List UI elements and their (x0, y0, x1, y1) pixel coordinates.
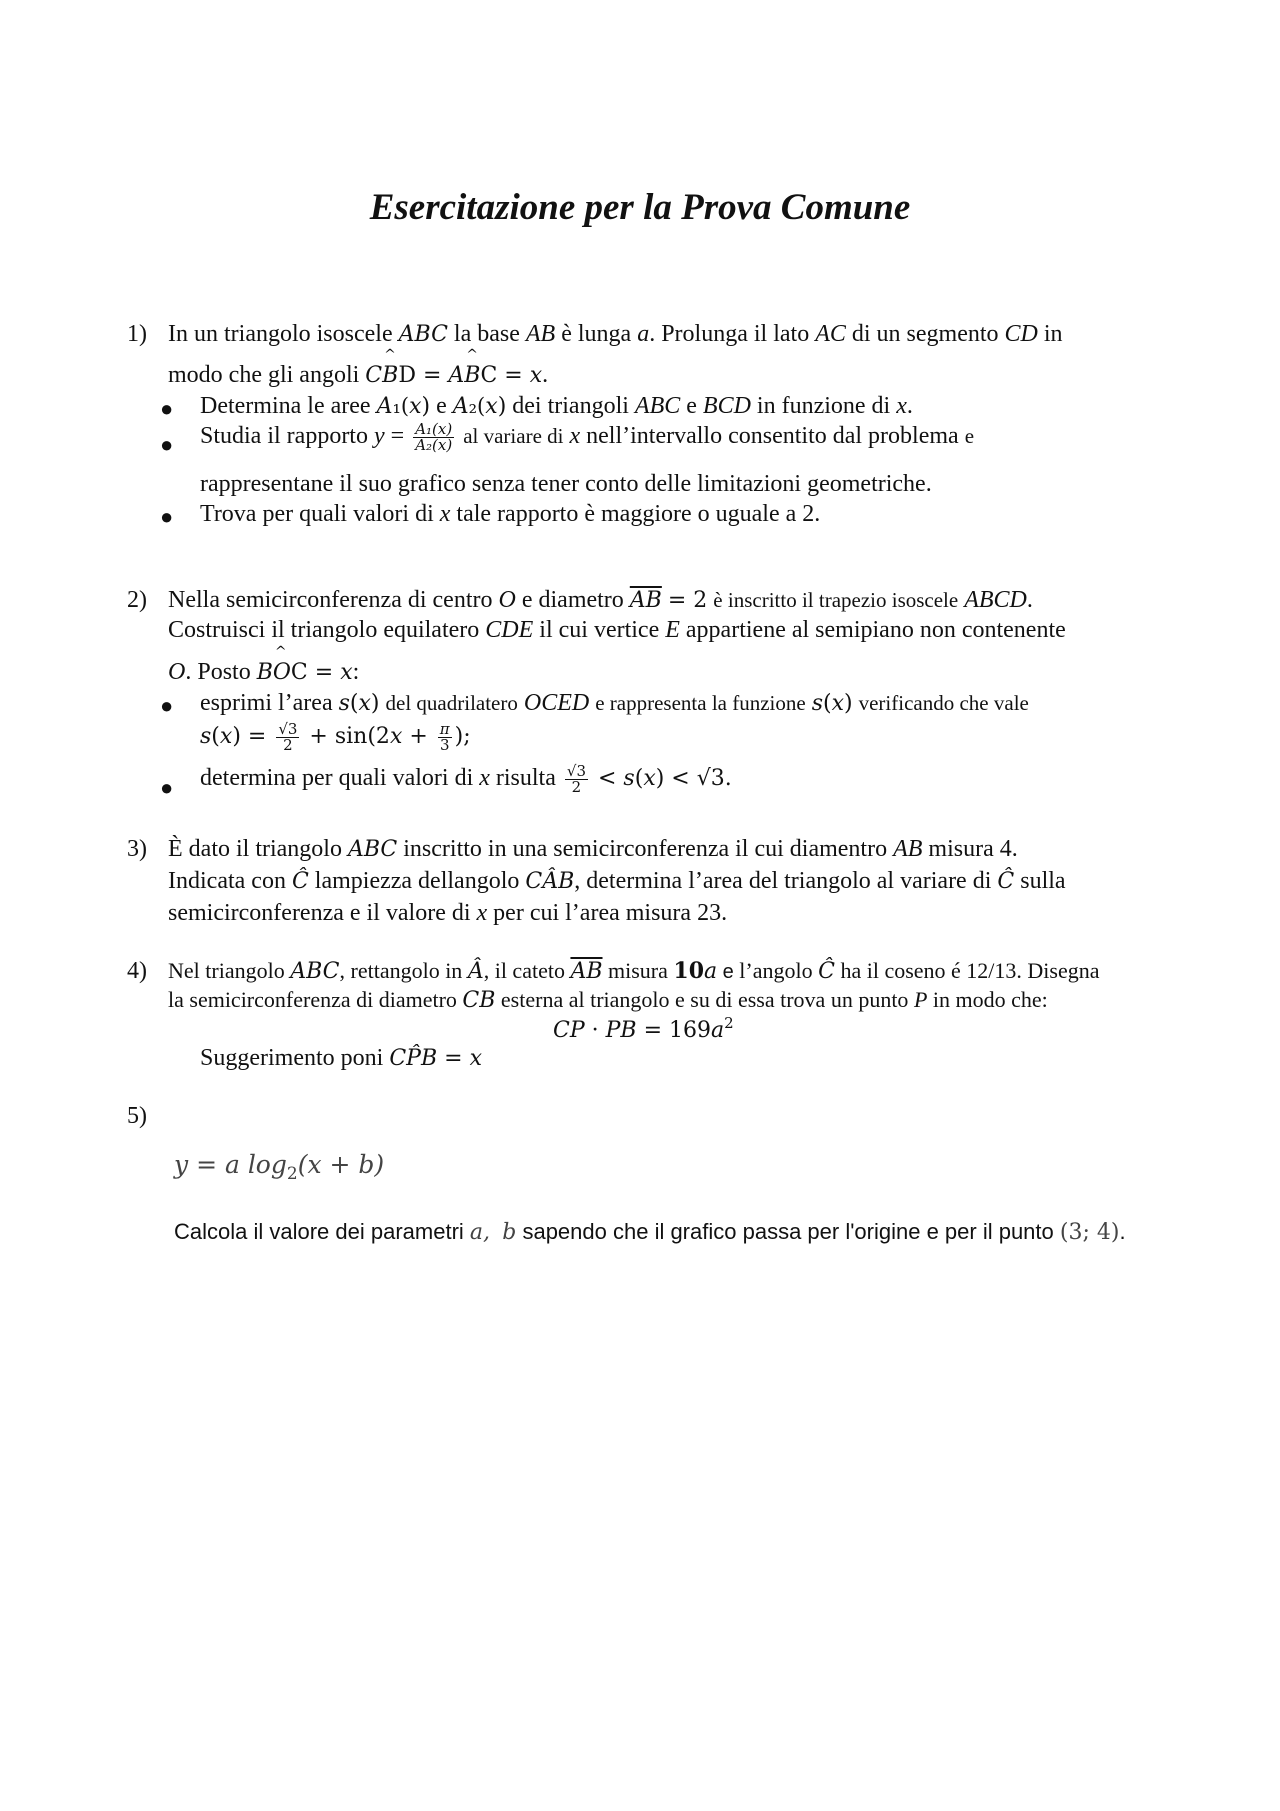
problem-2-number: 2) (127, 587, 147, 613)
problem-4-number: 4) (127, 958, 147, 984)
problem-2-line-1: Nella semicirconferenza di centro O e diametro $\overline{AB} = 2$ è inscritto il trapezio isoscele ABCD. (168, 587, 1033, 613)
problem-2-bullet-2: determina per quali valori di x risulta $\frac{√3}{2}$ < s(x) < √3. (200, 762, 732, 796)
bullet-dot: ● (160, 504, 174, 529)
bullet-dot: ● (160, 396, 174, 421)
problem-5-line-1: Calcola il valore dei parametri a, b sapendo che il grafico passa per l'origine e per il punto (3; 4). (174, 1219, 1126, 1245)
problem-4-line-1: Nel triangolo ABC, rettangolo in Â, il cateto $\overline{AB}$ misura 10a e l’angolo Ĉ ha il coseno é 12/13. Disegna (168, 958, 1100, 984)
problem-2-bullet-1: esprimi l’area s(x) del quadrilatero OCED e rappresenta la funzione s(x) verificando che vale (200, 690, 1029, 716)
problem-1-bullet-3: Trova per quali valori di x tale rapporto è maggiore o uguale a 2. (200, 501, 821, 527)
problem-3-line-1: È dato il triangolo ABC inscritto in una semicirconferenza il cui diamentro AB misura 4. (168, 836, 1018, 862)
document-title: Esercitazione per la Prova Comune (369, 187, 911, 228)
problem-1-bullet-1: Determina le aree A₁(x) e A₂(x) dei triangoli ABC e BCD in funzione di x. (200, 393, 913, 419)
problem-4-hint: Suggerimento poni CP̂B = x (200, 1045, 482, 1071)
problem-2-formula-s: s(x) = $\frac{√3}{2}$ + sin(2x + $\frac{\pi}{3}$ ); (200, 720, 471, 754)
problem-1-line-2: modo che gli angoli C^ BD = A^ BC = x. (168, 362, 548, 389)
problem-4-line-2: la semicirconferenza di diametro CB esterna al triangolo e su di essa trova un punto P in modo che: (168, 987, 1048, 1013)
problem-5-formula: y = a $\log_2(x + b)$ (174, 1150, 385, 1184)
problem-3-number: 3) (127, 836, 147, 862)
problem-2-line-3: O. Posto B^ OC = x: (168, 659, 359, 686)
bullet-dot: ● (160, 693, 174, 718)
problem-1-bullet-2: Studia il rapporto y = $\frac{\text{A₁(x)}}{\text{A₂(x)}}$ al variare di x nell’intervallo consentito dal problema e (200, 420, 975, 454)
bullet-dot: ● (160, 432, 174, 457)
bullet-dot: ● (160, 775, 174, 800)
problem-3-line-2: Indicata con Ĉ lampiezza dellangolo CÂB, determina l’area del triangolo al variare di Ĉ sulla (168, 868, 1066, 894)
problem-1-line-1: In un triangolo isoscele ABC la base AB è lunga a. Prolunga il lato AC di un segmento CD in (168, 321, 1063, 347)
problem-4-formula: CP · PB = $169a^2$ (553, 1014, 734, 1043)
problem-1-bullet-2-cont: rappresentane il suo grafico senza tener conto delle limitazioni geometriche. (200, 471, 932, 497)
problem-2-line-2: Costruisci il triangolo equilatero CDE il cui vertice E appartiene al semipiano non contenente (168, 617, 1066, 643)
problem-1-number: 1) (127, 321, 147, 347)
problem-3-line-3: semicirconferenza e il valore di x per cui l’area misura 23. (168, 900, 728, 926)
problem-5-number: 5) (127, 1103, 147, 1129)
